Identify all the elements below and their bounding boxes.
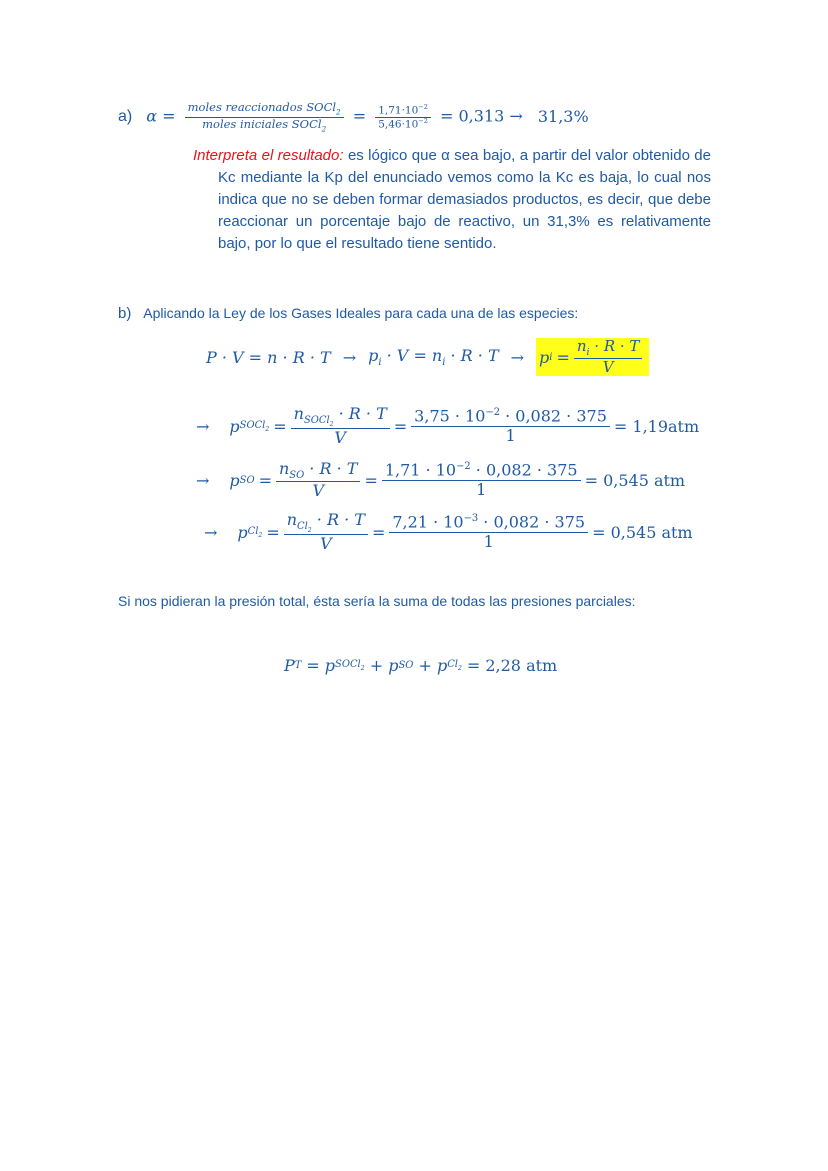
fraction-numerator-text: moles reaccionados SOCl — [187, 100, 337, 115]
total-pressure-sentence: Si nos pidieran la presión total, ésta sería la suma de todas las presiones parciales: — [118, 593, 636, 609]
alpha-equation: α = $\frac{moles reaccionados SOCl_2}{moles iniciales SOCl_2}$ = $\frac{1,71\cdot 10^{-2}}{5,46\cdot 10^{-2}}$ = 0,313 → 31,3% — [146, 100, 589, 133]
partial-pressure-law: $p_i \cdot V = n_i \cdot R \cdot T$ — [368, 345, 499, 369]
moles-fraction: $\frac{moles reaccionados SOCl_2}{moles iniciales SOCl_2}$ — [185, 101, 344, 133]
interpretation-label: Interpreta el resultado: — [193, 147, 344, 164]
result-cl2: = 0,545 atm — [592, 522, 693, 542]
calc-cl2: → p $Cl_2$ = $\frac{n_{Cl_2} \cdot R \cdot T}{V}$ = $\frac{7,21 \cdot 10^{-3} \cdot 0,082 \cdot 375}{1}$ = 0,545 atm — [204, 509, 693, 553]
alpha-percent: 31,3% — [537, 106, 589, 126]
calc-so: → p SO = $\frac{n_{SO} \cdot R \cdot T}{V}$ = $\frac{1,71 \cdot 10^{-2} \cdot 0,082 \cdot 375}{1}$ = 0,545 atm — [196, 458, 686, 501]
ideal-gas-law: P · V = n · R · T — [206, 347, 331, 367]
alpha-result: = 0,313 → — [439, 106, 523, 126]
arrow-icon: → — [204, 522, 218, 542]
fraction-denominator-text: moles iniciales SOCl — [202, 116, 322, 131]
part-b-label: b) — [118, 305, 132, 322]
alpha-symbol: α — [146, 106, 158, 126]
part-a-label: a) — [118, 108, 133, 125]
result-socl2: = 1,19atm — [613, 416, 700, 436]
interpretation-paragraph — [193, 145, 711, 255]
total-pressure-equation: P T = p SOCl$_2$ + p SO + p $Cl_2$ = 2,28 atm — [284, 655, 558, 675]
highlighted-partial-pressure-formula: p i = $\frac{n_i \cdot R \cdot T}{V}$ — [536, 338, 649, 377]
interpretation-text: es lógico que α sea bajo, a partir del valor obtenido de Kc mediante la Kp del enunciado vemos como la Kc es baja, lo cual nos indica que no se deben formar demasiados productos, es decir, que debe reaccionar un porcentaje bajo de reactivo, un 31,3% es relativamente bajo, por lo que el resultado tiene sentido. — [218, 147, 711, 252]
arrow-icon: → — [196, 470, 210, 490]
calc-socl2: → p SOCl$_2$ = $\frac{n_{SOCl_2} \cdot R \cdot T}{V}$ = $\frac{3,75 \cdot 10^{-2} \cdot 0,082 \cdot 375}{1}$ = 1,19atm — [196, 403, 700, 447]
part-b-intro-text: Aplicando la Ley de los Gases Ideales para cada una de las especies: — [143, 305, 579, 321]
ideal-gas-derivation: P · V = n · R · T → $p_i \cdot V = n_i \cdot R \cdot T$ → p i = $\frac{n_i \cdot R \cdot T}{V}$ — [206, 337, 649, 377]
result-so: = 0,545 atm — [584, 470, 686, 490]
part-a-equation — [118, 100, 589, 134]
arrow-icon: → — [196, 416, 210, 436]
total-pressure-result: = 2,28 atm — [466, 655, 558, 675]
numeric-fraction: $\frac{1,71\cdot 10^{-2}}{5,46\cdot 10^{-2}}$ — [375, 104, 431, 130]
part-b-intro — [118, 305, 578, 322]
